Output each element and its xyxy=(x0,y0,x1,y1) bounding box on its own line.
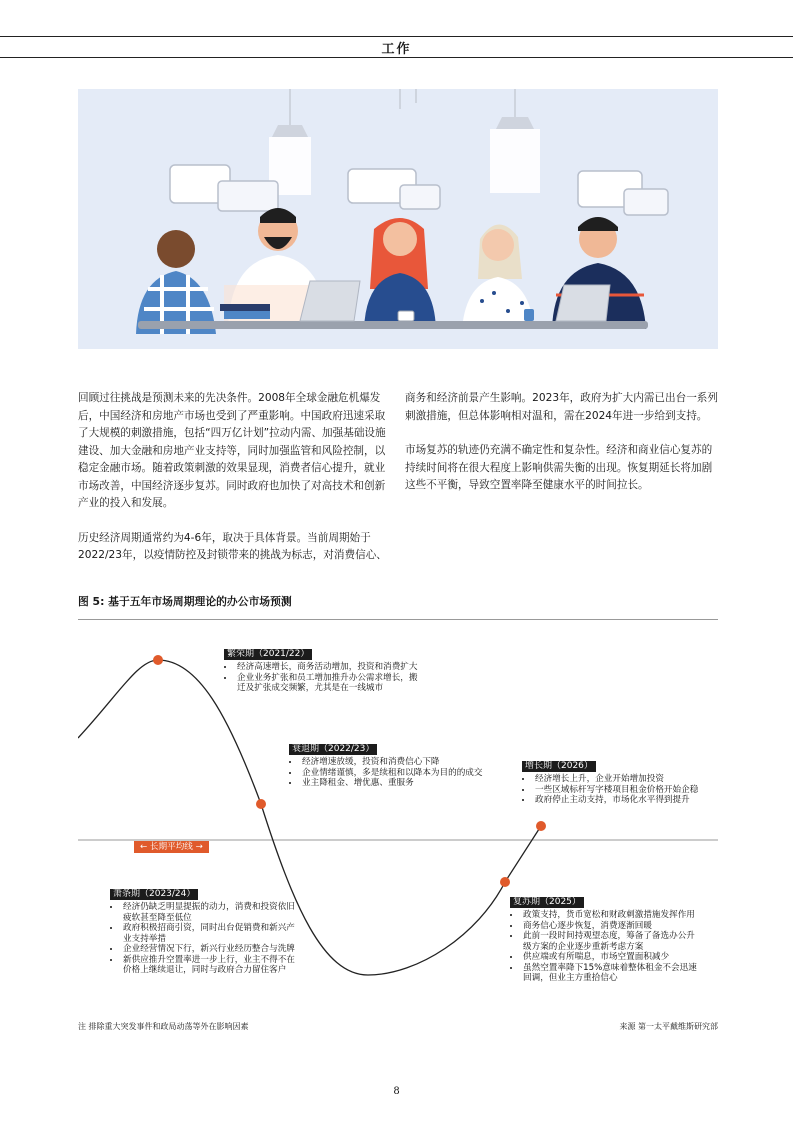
cycle-marker xyxy=(536,821,546,831)
list-item: • 一些区域标杆写字楼项目租金价格开始企稳 xyxy=(533,785,714,796)
list-item: • 企业经营情况下行，新兴行业经历整合与洗牌 xyxy=(121,944,302,955)
list-item: • 此前一段时间持观望态度，筹备了备选办公升级方案的企业逐步重新考虑方案 xyxy=(521,931,700,952)
person-plaid-shirt xyxy=(136,230,216,334)
list-item: • 企业情绪谨慎，多是续租和以降本为目的的成交 xyxy=(300,768,489,779)
list-item: • 政府停止主动支持，市场化水平得到提升 xyxy=(533,795,714,806)
list-item: • 企业业务扩张和员工增加推升办公需求增长，搬迁及扩张成交频繁，尤其是在一线城市 xyxy=(235,673,424,694)
phase-recovery xyxy=(510,897,700,984)
speech-bubbles xyxy=(170,165,668,215)
figure-title: 图 5: 基于五年市场周期理论的办公市场预测 xyxy=(78,595,292,608)
section-title: 工作 xyxy=(381,42,412,57)
average-line-label: ← 长期平均线 → xyxy=(134,841,209,853)
phase-tag: 萧条期（2023/24） xyxy=(110,889,198,900)
hero-illustration xyxy=(78,89,718,349)
phase-tag: 繁荣期（2021/22） xyxy=(224,649,312,660)
left-text-column xyxy=(78,390,393,582)
phase-tag: 增长期（2026） xyxy=(522,761,596,772)
cycle-marker xyxy=(153,655,163,665)
paragraph: 回顾过往挑战是预测未来的先决条件。2008年全球金融危机爆发后，中国经济和房地产市场也受到了严重影响。中国政府迅速采取了大规模的刺激措施，包括“四万亿计划”拉动内需、加强基础设施建设、加大金融和房地产业支持等，同时加强监管和风险控制，以稳定金融市场。随着政策刺激的效果显现，消费者信心提升，就业市场改善，中国经济逐步复苏。同时政府也加快了对高技术和创新产业的投入和发展。 xyxy=(78,392,386,509)
figure-rule xyxy=(78,619,718,620)
phase-slump xyxy=(110,889,302,976)
cycle-marker xyxy=(256,799,266,809)
phase-recession xyxy=(289,744,489,789)
cycle-marker xyxy=(500,877,510,887)
right-text-column xyxy=(405,390,720,512)
header-rule-bottom xyxy=(0,57,793,58)
paragraph: 历史经济周期通常约为4-6年，取决于具体背景。当前周期始于2022/23年，以疫情防控及封锁带来的挑战为标志，对消费信心、 xyxy=(78,531,387,561)
list-item: • 经济高速增长，商务活动增加，投资和消费扩大 xyxy=(235,662,424,673)
paragraph: 商务和经济前景产生影响。2023年，政府为扩大内需已出台一系列刺激措施，但总体影响相对温和，需在2024年进一步给到支持。 xyxy=(405,392,718,422)
list-item: • 政府积极招商引资，同时出台促销费和新兴产业支持举措 xyxy=(121,923,302,944)
figure-source: 来源 第一太平戴维斯研究部 xyxy=(619,1022,718,1031)
list-item: • 经济增长上升，企业开始增加投资 xyxy=(533,774,714,785)
market-cycle-chart xyxy=(78,625,718,1020)
list-item: • 虽然空置率降下15%意味着整体租金不会迅速回调，但业主方重拾信心 xyxy=(521,963,700,984)
list-item: • 经济增速放缓，投资和消费信心下降 xyxy=(300,757,489,768)
team-meeting-illustration xyxy=(78,89,718,349)
phase-growth xyxy=(522,761,714,806)
list-item: • 新供应推升空置率进一步上行，业主不得不在价格上继续退让，同时与政府合力留住客户 xyxy=(121,955,302,976)
figure-note: 注 排除重大突发事件和政局动荡等外在影响因素 xyxy=(78,1022,249,1031)
header-rule-top xyxy=(0,36,793,37)
list-item: • 政策支持，货币宽松和财政刺激措施发挥作用 xyxy=(521,910,700,921)
meeting-table xyxy=(138,321,648,329)
person-blonde xyxy=(462,224,534,329)
page-number: 8 xyxy=(393,1086,400,1097)
phase-boom xyxy=(224,649,424,694)
list-item: • 经济仍缺乏明显提振的动力，消费和投资依旧疲软甚至降至低位 xyxy=(121,902,302,923)
list-item: • 商务信心逐步恢复，消费逐渐回暖 xyxy=(521,921,700,932)
book-stack xyxy=(224,311,270,319)
list-item: • 业主降租金、增优惠、重服务 xyxy=(300,778,489,789)
list-item: • 供应端或有所喘息，市场空置面积减少 xyxy=(521,952,700,963)
phase-tag: 复苏期（2025） xyxy=(510,897,584,908)
paragraph: 市场复苏的轨迹仍充满不确定性和复杂性。经济和商业信心复苏的持续时间将在很大程度上影响供需失衡的出现。恢复期延长将加剧这些不平衡，导致空置率降至健康水平的时间拉长。 xyxy=(405,444,713,491)
phase-tag: 衰退期（2022/23） xyxy=(289,744,377,755)
